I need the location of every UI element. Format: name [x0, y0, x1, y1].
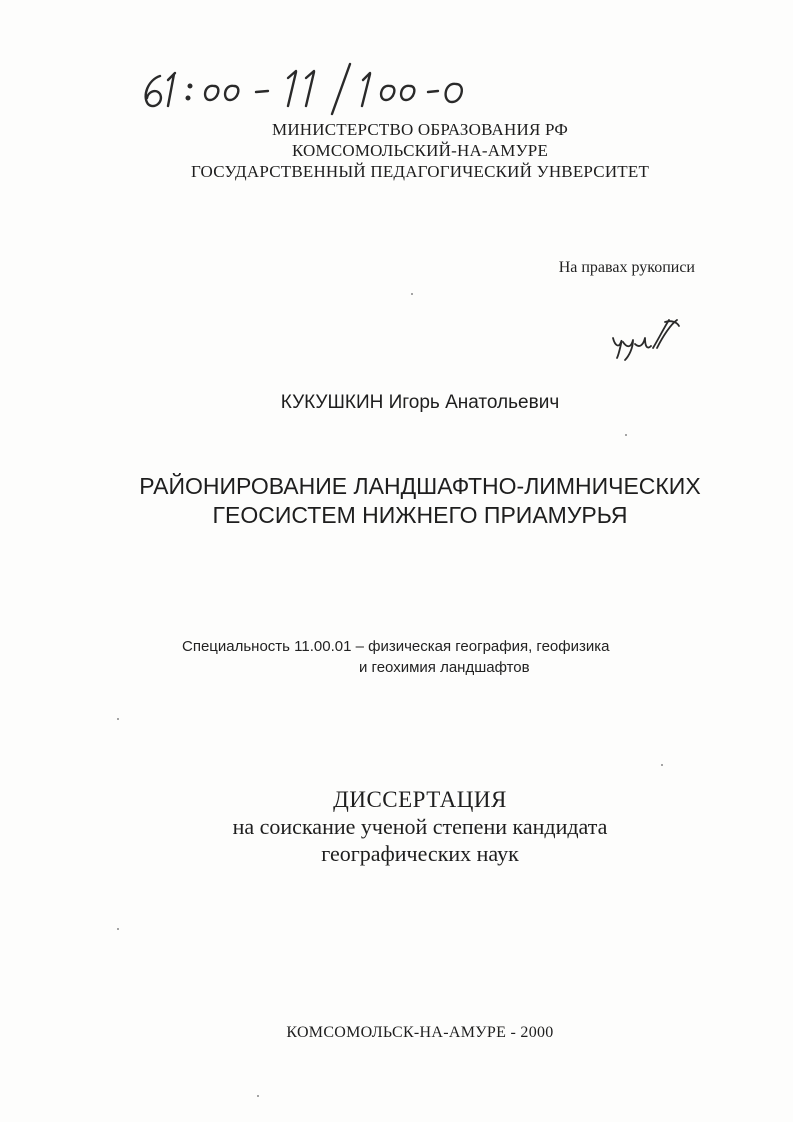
- dissertation-field-line: географических наук: [321, 841, 519, 866]
- handwritten-signature: [605, 318, 685, 363]
- scan-speck: [411, 293, 413, 295]
- dissertation-title: [110, 472, 730, 530]
- ministry-header: [120, 119, 720, 182]
- specialty-info: [170, 636, 670, 678]
- handwritten-catalog-number: [138, 58, 518, 118]
- title-line-1: РАЙОНИРОВАНИЕ ЛАНДШАФТНО-ЛИМНИЧЕСКИХ: [139, 473, 701, 499]
- specialty-line-2: и геохимия ландшафтов: [359, 659, 530, 676]
- rights-note: На правах рукописи: [558, 259, 695, 276]
- scan-speck: [117, 928, 119, 930]
- scan-speck: [625, 434, 627, 436]
- dissertation-heading: ДИССЕРТАЦИЯ: [333, 787, 507, 812]
- ministry-line-2: КОМСОМОЛЬСКИЙ-НА-АМУРЕ: [291, 141, 549, 160]
- dissertation-block: [120, 786, 720, 867]
- dissertation-degree-line: на соискание ученой степени кандидата: [232, 814, 608, 839]
- ministry-line-1: МИНИСТЕРСТВО ОБРАЗОВАНИЯ РФ: [272, 120, 568, 139]
- scan-speck: [117, 718, 119, 720]
- specialty-line-1: Специальность 11.00.01 – физическая география, геофизика: [182, 638, 610, 655]
- author-name: КУКУШКИН Игорь Анатольевич: [280, 392, 560, 413]
- title-line-2: ГЕОСИСТЕМ НИЖНЕГО ПРИАМУРЬЯ: [212, 502, 628, 528]
- ministry-line-3: ГОСУДАРСТВЕННЫЙ ПЕДАГОГИЧЕСКИЙ УНВЕРСИТЕТ: [190, 162, 650, 181]
- city-and-year: КОМСОМОЛЬСК-НА-АМУРЕ - 2000: [286, 1024, 554, 1041]
- scan-speck: [257, 1095, 259, 1097]
- scan-speck: [661, 764, 663, 766]
